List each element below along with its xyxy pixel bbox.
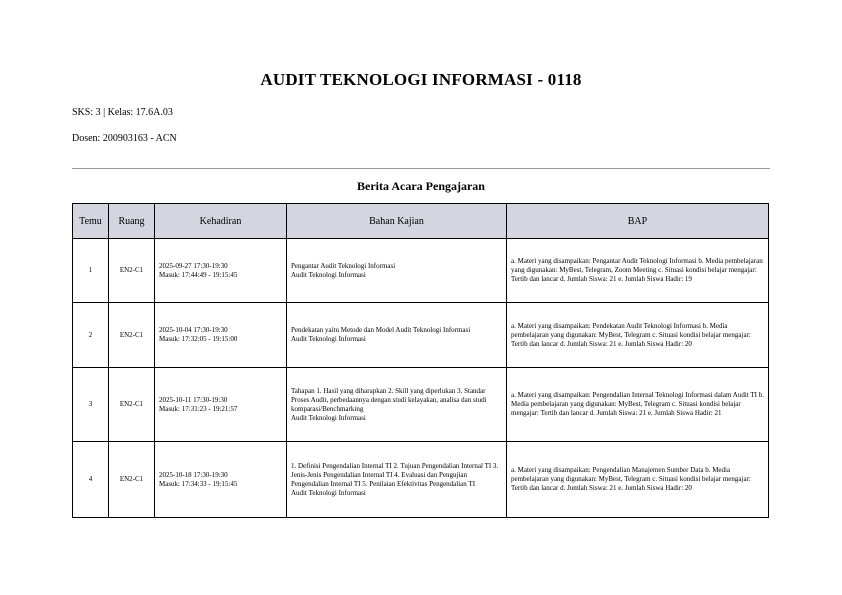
divider [72, 168, 770, 169]
header-temu: Temu [73, 204, 109, 239]
cell-temu: 1 [73, 239, 109, 303]
table-header-row [73, 204, 769, 239]
topic-text: Pengantar Audit Teknologi Informasi [291, 261, 396, 270]
schedule-text: 2025-10-11 17:30-19:30 [159, 395, 228, 404]
cell-temu: 2 [73, 303, 109, 368]
course-name: Audit Teknologi Informasi [291, 413, 366, 422]
topic-text: Tahapan 1. Hasil yang diharapkan 2. Skill yang diperlukan 3. Standar Proses Audit, perbedaannya dengan studi kelayakan, analisa dan studi komparasi/Benchmarking [291, 386, 487, 413]
cell-ruang: EN2-C1 [109, 442, 155, 518]
cell-bap: a. Materi yang disampaikan: Pengendalian Internal Teknologi Informasi dalam Audit TI b. Media pembelajaran yang digunakan: MyBest, Telegram c. Situasi kondisi belajar mengajar: Tertib dan lancar d. Jumlah Siswa: 21 e. Jumlah Siswa Hadir: 21 [507, 368, 769, 442]
attendance-time: Masuk: 17:44:49 - 19:15:45 [159, 270, 238, 279]
cell-bap: a. Materi yang disampaikan: Pengendalian Manajemen Sumber Data b. Media pembelajaran yang digunakan: MyBest, Telegram c. Situasi kondisi belajar mengajar: Tertib dan lancar d. Jumlah Siswa: 21 e. Jumlah Siswa Hadir: 20 [507, 442, 769, 518]
schedule-text: 2025-10-04 17:30-19:30 [159, 326, 228, 334]
course-name: Audit Teknologi Informasi [291, 335, 366, 343]
document-title: AUDIT TEKNOLOGI INFORMASI - 0118 [260, 70, 582, 89]
schedule-text: 2025-10-18 17:30-19:30 [159, 470, 228, 479]
cell-temu: 4 [73, 442, 109, 518]
header-bap: BAP [507, 204, 769, 239]
header-ruang: Ruang [109, 204, 155, 239]
cell-bahan-kajian [287, 303, 507, 368]
cell-bap: a. Materi yang disampaikan: Pengantar Audit Teknologi Informasi b. Media pembelajaran yang digunakan: MyBest, Telegram, Zoom Meeting c. Situasi kondisi belajar mengajar: Tertib dan lancar d. Jumlah Siswa: 21 e. Jumlah Siswa Hadir: 19 [507, 239, 769, 303]
attendance-time: Masuk: 17:34:33 - 19:15:45 [159, 479, 238, 488]
teaching-record-table [72, 203, 769, 518]
section-title: Berita Acara Pengajaran [357, 179, 485, 193]
table-row [73, 303, 769, 368]
cell-temu: 3 [73, 368, 109, 442]
attendance-time: Masuk: 17:31:23 - 19:21:57 [159, 404, 238, 413]
cell-kehadiran [155, 368, 287, 442]
topic-text: 1. Definisi Pengendalian Internal TI 2. Tujuan Pengendalian Internal TI 3. Jenis-Jenis Pengendalian Internal TI 4. Evaluasi dan Pengujian Pengendalian Internal TI 5. Penilaian Efektivitas Pengendalian TI [291, 461, 499, 488]
cell-bahan-kajian [287, 239, 507, 303]
cell-kehadiran [155, 303, 287, 368]
cell-ruang: EN2-C1 [109, 368, 155, 442]
cell-bahan-kajian [287, 442, 507, 518]
table-row [73, 368, 769, 442]
course-name: Audit Teknologi Informasi [291, 270, 366, 279]
attendance-time: Masuk: 17:32:05 - 19:15:00 [159, 335, 238, 343]
table-row [73, 442, 769, 518]
cell-kehadiran [155, 239, 287, 303]
cell-kehadiran [155, 442, 287, 518]
topic-text: Pendekatan yaitu Metode dan Model Audit Teknologi Informasi [291, 326, 471, 334]
cell-bap: a. Materi yang disampaikan: Pendekatan Audit Teknologi Informasi b. Media pembelajaran yang digunakan: MyBest, Telegram c. Situasi kondisi belajar mengajar: Tertib dan lancar d. Jumlah Siswa: 21 e. Jumlah Siswa Hadir: 20 [507, 303, 769, 368]
cell-ruang: EN2-C1 [109, 303, 155, 368]
cell-ruang: EN2-C1 [109, 239, 155, 303]
sks-class-info: SKS: 3 | Kelas: 17.6A.03 [72, 107, 173, 118]
lecturer-info: Dosen: 200903163 - ACN [72, 133, 177, 144]
course-name: Audit Teknologi Informasi [291, 488, 366, 497]
header-kehadiran: Kehadiran [155, 204, 287, 239]
table-row [73, 239, 769, 303]
cell-bahan-kajian [287, 368, 507, 442]
schedule-text: 2025-09-27 17:30-19:30 [159, 261, 228, 270]
header-bahan-kajian: Bahan Kajian [287, 204, 507, 239]
